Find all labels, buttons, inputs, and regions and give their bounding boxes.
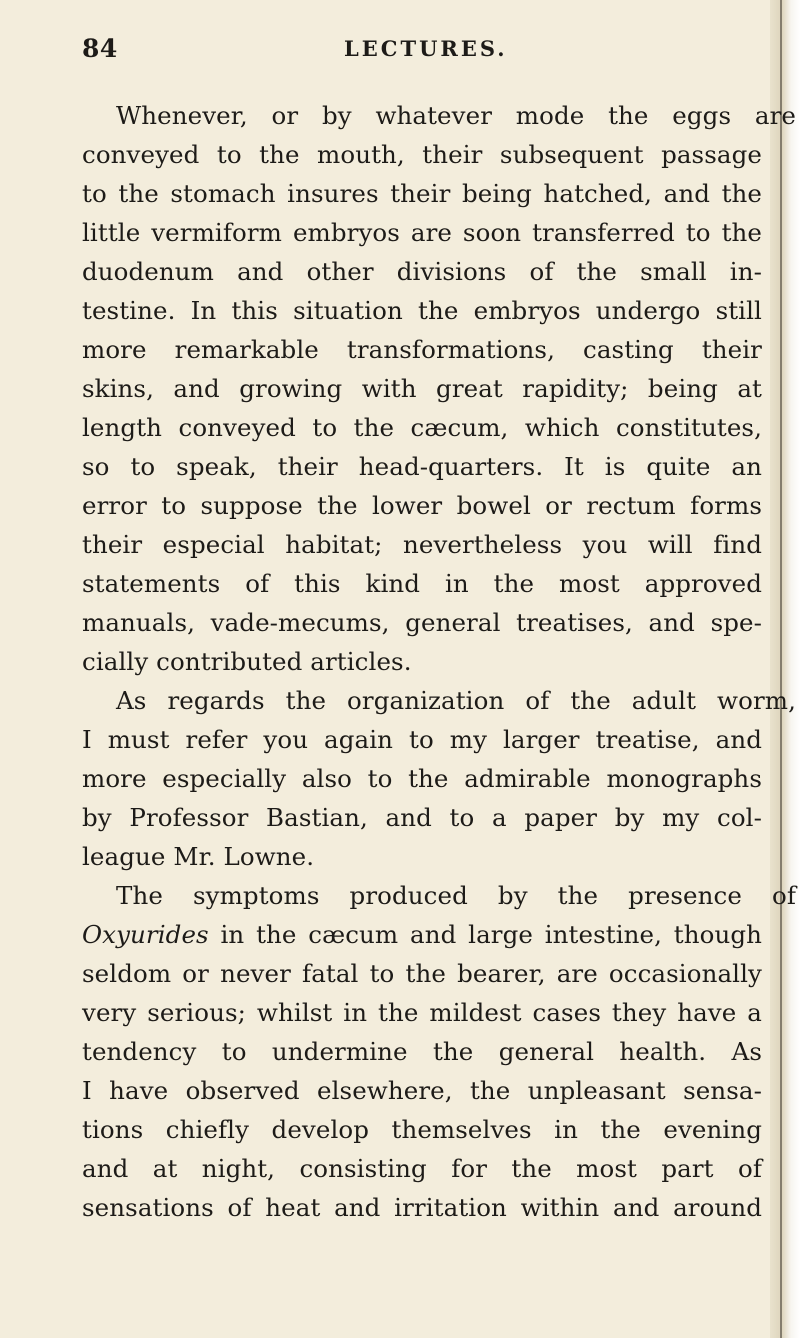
binding-edge-line (780, 0, 782, 1338)
text-line-rest: in the cæcum and large intestine, though (220, 920, 762, 949)
text-line: error to suppose the lower bowel or rectum forms (82, 491, 762, 520)
taxon-name: Oxyurides (82, 920, 209, 949)
running-head: LECTURES. (344, 36, 508, 61)
text-line: tendency to undermine the general health. As (82, 1037, 762, 1066)
text-line: more remarkable transformations, casting their (82, 335, 762, 364)
text-line: to the stomach insures their being hatched, and the (82, 179, 762, 208)
text-line: conveyed to the mouth, their subsequent passage (82, 140, 762, 169)
text-line: testine. In this situation the embryos undergo still (82, 296, 762, 325)
text-line: sensations of heat and irritation within and around (82, 1193, 762, 1222)
text-line: I must refer you again to my larger treatise, and (82, 725, 762, 754)
text-line: duodenum and other divisions of the small in- (82, 257, 762, 286)
text-line: skins, and growing with great rapidity; being at (82, 374, 762, 403)
text-line: their especial habitat; nevertheless you will find (82, 530, 762, 559)
text-line: manuals, vade-mecums, general treatises, and spe- (82, 608, 762, 637)
text-line: The symptoms produced by the presence of (116, 881, 796, 910)
page-number: 84 (82, 34, 118, 63)
text-line: seldom or never fatal to the bearer, are occasionally (82, 959, 762, 988)
text-line: league Mr. Lowne. (82, 842, 315, 871)
body-text (82, 96, 796, 1227)
text-line: Whenever, or by whatever mode the eggs are (116, 101, 796, 130)
page-gutter-shadow (770, 0, 800, 1338)
text-line: very serious; whilst in the mildest cases they have a (82, 998, 762, 1027)
text-line: by Professor Bastian, and to a paper by my col- (82, 803, 762, 832)
text-line: length conveyed to the cæcum, which constitutes, (82, 413, 762, 442)
text-line: and at night, consisting for the most part of (82, 1154, 762, 1183)
text-line: tions chiefly develop themselves in the evening (82, 1115, 762, 1144)
text-line-with-taxon (82, 915, 762, 954)
text-line: more especially also to the admirable monographs (82, 764, 762, 793)
text-line: statements of this kind in the most approved (82, 569, 762, 598)
page-header (82, 34, 722, 70)
text-line: I have observed elsewhere, the unpleasant sensa- (82, 1076, 762, 1105)
text-line: so to speak, their head-quarters. It is quite an (82, 452, 762, 481)
text-line: As regards the organization of the adult worm, (116, 686, 796, 715)
text-line: cially contributed articles. (82, 647, 412, 676)
text-line: little vermiform embryos are soon transferred to the (82, 218, 762, 247)
